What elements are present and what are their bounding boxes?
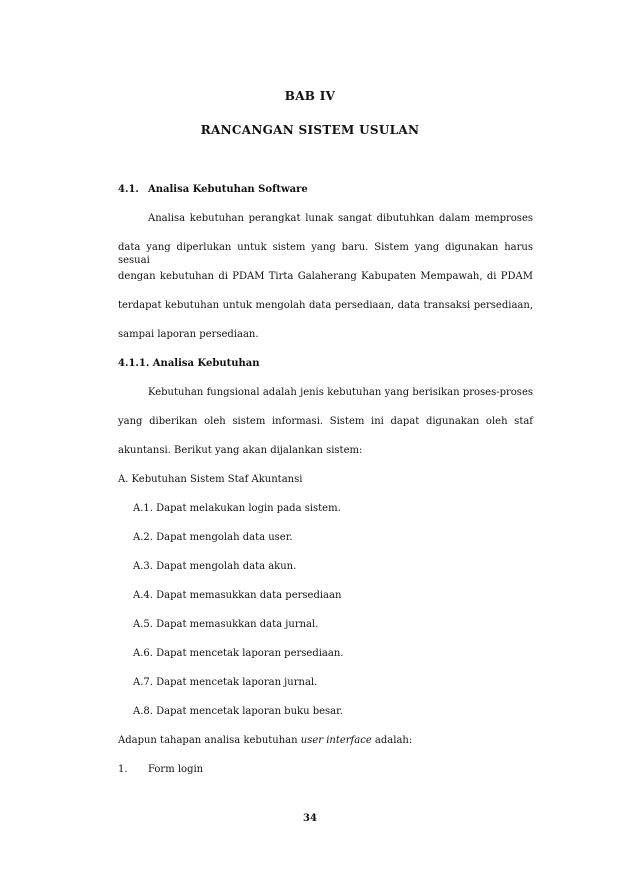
list-item: A.4. Dapat memasukkan data persediaan (133, 590, 342, 601)
list-item: A.5. Dapat memasukkan data jurnal. (133, 619, 319, 630)
ui-analysis-intro (118, 734, 412, 747)
paragraph-line: yang diberikan oleh sistem informasi. Sistem ini dapat digunakan oleh staf (118, 416, 533, 427)
paragraph-line: sampai laporan persediaan. (118, 329, 259, 340)
list-item: A.1. Dapat melakukan login pada sistem. (133, 503, 341, 514)
chapter-title: RANCANGAN SISTEM USULAN (200, 123, 420, 137)
item-number: 1. (118, 764, 128, 775)
chapter-label: BAB IV (284, 89, 336, 103)
paragraph-line: data yang diperlukan untuk sistem yang baru. Sistem yang digunakan harus sesuai (118, 242, 533, 266)
intro-italic-term: user interface (300, 735, 372, 746)
list-item: A.3. Dapat mengolah data akun. (133, 561, 297, 572)
group-a-title: A. Kebutuhan Sistem Staf Akuntansi (118, 474, 303, 485)
section-title: Analisa Kebutuhan Software (148, 184, 308, 195)
list-item: A.7. Dapat mencetak laporan jurnal. (133, 677, 318, 688)
paragraph-line: Kebutuhan fungsional adalah jenis kebutuhan yang berisikan proses-proses (148, 387, 533, 398)
numbered-item (118, 763, 203, 776)
list-item: A.2. Dapat mengolah data user. (133, 532, 293, 543)
page-number: 34 (303, 813, 317, 824)
paragraph-line: dengan kebutuhan di PDAM Tirta Galaherang Kabupaten Mempawah, di PDAM (118, 271, 533, 282)
list-item: A.6. Dapat mencetak laporan persediaan. (133, 648, 344, 659)
section-heading-4-1 (118, 183, 308, 196)
paragraph-line: Analisa kebutuhan perangkat lunak sangat dibutuhkan dalam memproses (148, 213, 533, 224)
intro-text: Adapun tahapan analisa kebutuhan (118, 735, 301, 746)
list-item: A.8. Dapat mencetak laporan buku besar. (133, 706, 343, 717)
item-text: Form login (148, 764, 204, 775)
intro-text-end: adalah: (371, 735, 413, 746)
paragraph-line: terdapat kebutuhan untuk mengolah data persediaan, data transaksi persediaan, (118, 300, 533, 311)
section-number: 4.1. (118, 184, 139, 195)
subsection-heading-4-1-1: 4.1.1. Analisa Kebutuhan (118, 358, 260, 369)
paragraph-line: akuntansi. Berikut yang akan dijalankan sistem: (118, 445, 363, 456)
